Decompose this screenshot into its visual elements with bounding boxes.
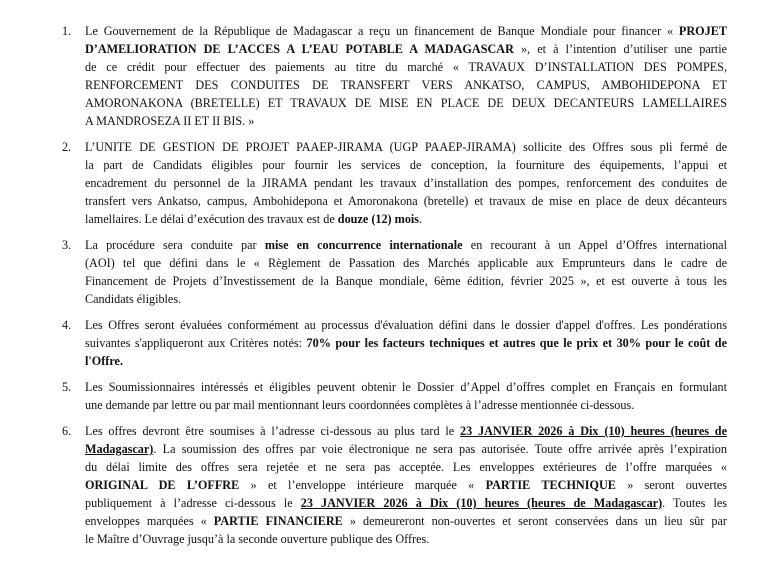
text-run: Les offres devront être soumises à l’adresse ci-dessous au plus tard le — [85, 424, 461, 438]
text-line — [85, 58, 727, 76]
text-run: . — [419, 212, 423, 226]
text-run: » et l’enveloppe intérieure marquée « — [239, 478, 486, 492]
text-run: enveloppes marquées « — [85, 514, 214, 528]
numbered-item — [0, 422, 764, 548]
text-run: . Toutes les — [662, 496, 727, 510]
text-run: », et à l’intention d’utiliser une partie — [513, 42, 727, 56]
text-run: de ce crédit pour effectuer des paiements au titre du marché « TRAVAUX D’INSTALLATION DES POMPES, — [85, 60, 727, 74]
text-run: » seront ouvertes — [615, 478, 727, 492]
text-run: lamellaires. Le délai d’exécution des travaux est de — [85, 212, 338, 226]
text-line — [85, 138, 727, 156]
text-run: RENFORCEMENT DES CONDUITES DE TRANSFERT VERS ANKATSO, CAMPUS, AMBOHIDEPONA ET — [85, 78, 727, 92]
bold-text: douze (12) mois — [337, 212, 420, 226]
text-run: Les Offres seront évaluées conformément au processus d'évaluation défini dans le dossier d'appel d'offres. Les pondérations — [85, 318, 727, 332]
text-run: A MANDROSEZA II ET II BIS. » — [85, 114, 255, 128]
text-run: la part de Candidats éligibles pour fournir les services de conception, la fourniture des équipements, l’appui et — [85, 158, 727, 172]
text-line — [85, 494, 727, 512]
text-line — [85, 396, 727, 414]
text-run: le Maître d’Ouvrage jusqu’à la seconde ouverture publique des Offres. — [85, 532, 430, 546]
numbered-item — [0, 316, 764, 370]
item-number: 1. — [62, 24, 72, 38]
text-run: L’UNITE DE GESTION DE PROJET PAAEP-JIRAMA (UGP PAAEP-JIRAMA) sollicite des Offres sous pli fermé de — [85, 140, 727, 154]
text-run: Candidats éligibles. — [85, 292, 182, 306]
item-number: 5. — [62, 380, 72, 394]
bold-text: ORIGINAL DE L’OFFRE — [85, 478, 240, 492]
text-run: publiquement à l’adresse ci-dessous le — [85, 496, 301, 510]
text-line — [85, 22, 727, 40]
item-text — [85, 422, 727, 548]
item-text — [85, 22, 727, 130]
numbered-item — [0, 22, 764, 130]
item-text — [85, 316, 727, 370]
document-body — [0, 22, 764, 556]
text-line — [85, 530, 727, 548]
bold-text: D’AMELIORATION DE L’ACCES A L’EAU POTABLE A MADAGASCAR — [85, 42, 514, 56]
text-run: » demeureront non-ouvertes et seront conservées dans un lieu sûr par — [342, 514, 727, 528]
text-run: . La soumission des offres par voie électronique ne sera pas autorisée. Toute offre arrivée après l’expiration — [153, 442, 727, 456]
item-text — [85, 378, 727, 414]
bold-text: PARTIE FINANCIERE — [213, 514, 343, 528]
item-text — [85, 236, 727, 308]
text-line — [85, 378, 727, 396]
text-line — [85, 112, 727, 130]
text-line — [85, 290, 727, 308]
text-line — [85, 334, 727, 352]
item-number: 6. — [62, 424, 72, 438]
text-run: Financement de Projets d’Investissement de la Banque mondiale, 6ème édition, février 2025 », et est ouverte à tous les — [85, 274, 727, 288]
bold-text: PROJET — [678, 24, 727, 38]
text-run: transfert vers Ankatso, campus, Ambohidepona et Amoronakona (bretelle) et travaux de mise en place de deux décanteurs — [85, 194, 727, 208]
numbered-item — [0, 378, 764, 414]
bold-underlined-date: Madagascar) — [85, 442, 154, 456]
text-line — [85, 210, 727, 228]
text-run: une demande par lettre ou par mail mentionnant leurs coordonnées complètes à l’adresse mentionnée ci-dessous. — [85, 398, 635, 412]
text-line — [85, 192, 727, 210]
text-run: suivantes s'appliqueront aux Critères notés: — [85, 336, 307, 350]
text-line — [85, 40, 727, 58]
text-line — [85, 440, 727, 458]
text-line — [85, 458, 727, 476]
text-run: encadrement du personnel de la JIRAMA pendant les travaux d’installation des pompes, renforcement des conduites de — [85, 176, 727, 190]
text-line — [85, 422, 727, 440]
item-number: 3. — [62, 238, 72, 252]
text-line — [85, 512, 727, 530]
numbered-item — [0, 236, 764, 308]
text-line — [85, 174, 727, 192]
text-run: AMORONAKONA (BRETELLE) ET TRAVAUX DE MISE EN PLACE DE DEUX DECANTEURS LAMELLAIRES — [85, 96, 727, 110]
text-run: La procédure sera conduite par — [85, 238, 265, 252]
bold-text: PARTIE TECHNIQUE — [485, 478, 616, 492]
text-line — [85, 254, 727, 272]
bold-text: mise en concurrence internationale — [264, 238, 463, 252]
bold-underlined-date: 23 JANVIER 2026 à Dix (10) heures (heures de — [460, 424, 727, 438]
text-line — [85, 94, 727, 112]
text-run: (AOI) tel que défini dans le « Règlement de Passation des Marchés applicable aux Emprunteurs dans le cadre de — [85, 256, 727, 270]
text-line — [85, 476, 727, 494]
item-number: 4. — [62, 318, 72, 332]
text-line — [85, 352, 727, 370]
text-run: Le Gouvernement de la République de Madagascar a reçu un financement de Banque Mondiale pour financer « — [85, 24, 679, 38]
text-line — [85, 316, 727, 334]
item-text — [85, 138, 727, 228]
numbered-item — [0, 138, 764, 228]
text-line — [85, 272, 727, 290]
text-line — [85, 156, 727, 174]
text-line — [85, 76, 727, 94]
bold-underlined-date: 23 JANVIER 2026 à Dix (10) heures (heures de Madagascar) — [300, 496, 663, 510]
text-line — [85, 236, 727, 254]
text-run: Les Soumissionnaires intéressés et éligibles peuvent obtenir le Dossier d’Appel d’offres complet en Français en formulant — [85, 380, 727, 394]
text-run: du délai limite des offres sera rejetée et ne sera pas acceptée. Les enveloppes extérieures de l’offre marquées « — [85, 460, 727, 474]
item-number: 2. — [62, 140, 72, 154]
bold-text: 70% pour les facteurs techniques et autres que le prix et 30% pour le coût de — [306, 336, 727, 350]
bold-text: l'Offre. — [85, 354, 124, 368]
text-run: en recourant à un Appel d’Offres international — [462, 238, 727, 252]
